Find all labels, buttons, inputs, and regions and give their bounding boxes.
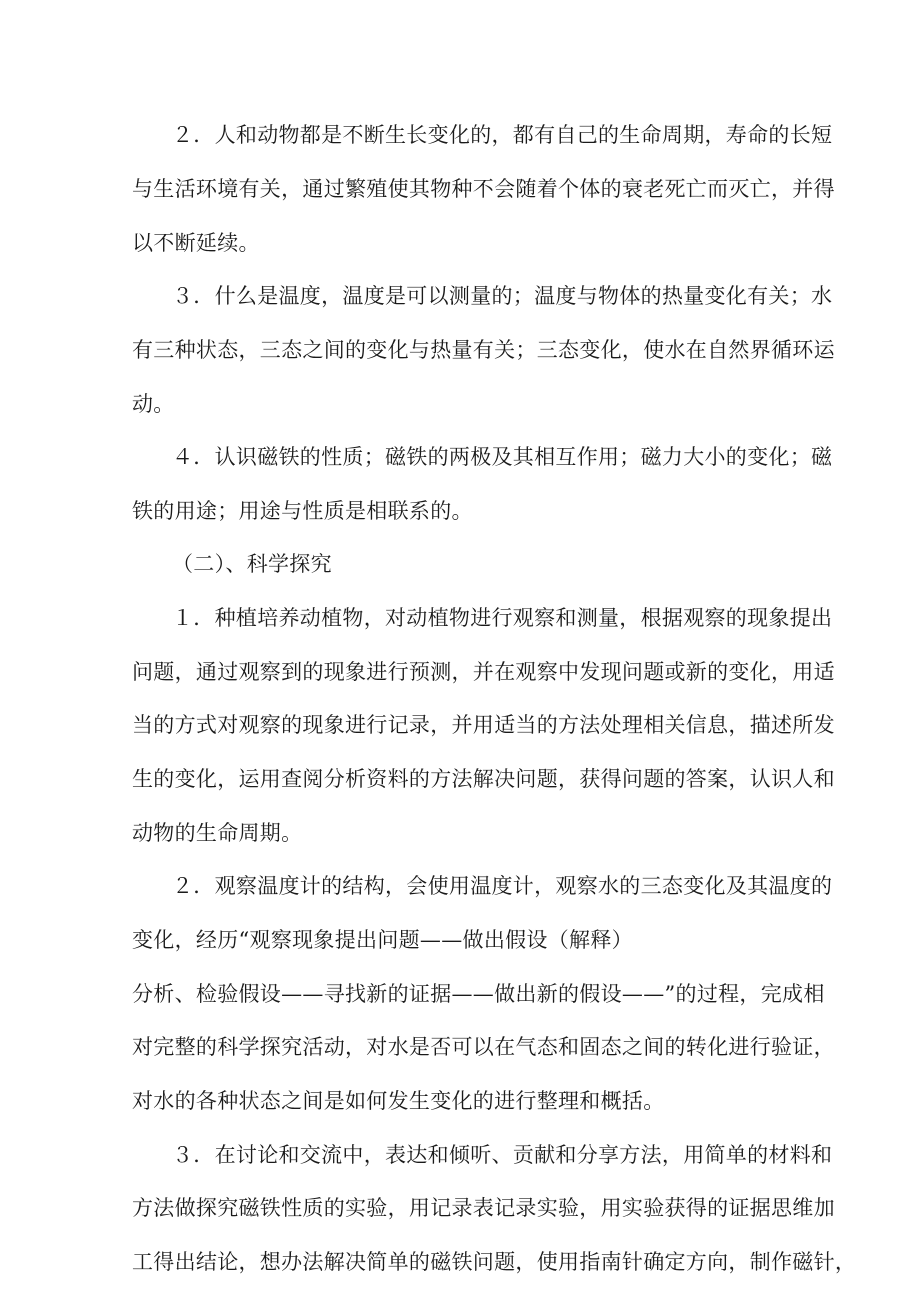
text-line: ２．观察温度计的结构，会使用温度计，观察水的三态变化及其温度的 (172, 874, 833, 898)
text-line: ２．人和动物都是不断生长变化的，都有自己的生命周期，寿命的长短 (172, 123, 833, 147)
text-line: 工得出结论，想办法解决简单的磁铁问题，使用指南针确定方向，制作磁针， (132, 1250, 857, 1274)
text-line: 以不断延续。 (132, 231, 260, 255)
text-line: ３．在讨论和交流中，表达和倾听、贡献和分享方法，用简单的材料和 (172, 1143, 833, 1167)
text-line: 与生活环境有关，通过繁殖使其物种不会随着个体的衰老死亡而灭亡，并得 (132, 177, 835, 201)
text-line: ３．什么是温度，温度是可以测量的；温度与物体的热量变化有关；水 (172, 284, 833, 308)
text-line: 分析、检验假设——寻找新的证据——做出新的假设——”的过程，完成相 (132, 982, 825, 1006)
text-line: ４．认识磁铁的性质；磁铁的两极及其相互作用；磁力大小的变化；磁 (172, 445, 833, 469)
text-line: 生的变化，运用查阅分析资料的方法解决问题，获得问题的答案，认识人和 (132, 767, 835, 791)
text-line: 有三种状态，三态之间的变化与热量有关；三态变化，使水在自然界循环运 (132, 338, 835, 362)
text-line: 问题，通过观察到的现象进行预测，并在观察中发现问题或新的变化，用适 (132, 660, 835, 684)
text-line: 动。 (132, 392, 175, 416)
text-line: 对完整的科学探究活动，对水是否可以在气态和固态之间的转化进行验证， (132, 1035, 835, 1059)
text-line: 当的方式对观察的现象进行记录，并用适当的方法处理相关信息，描述所发 (132, 713, 835, 737)
text-line: １．种植培养动植物，对动植物进行观察和测量，根据观察的现象提出 (172, 606, 833, 630)
text-line: 变化，经历“观察现象提出问题——做出假设（解释） (132, 928, 633, 952)
text-line: 铁的用途；用途与性质是相联系的。 (132, 499, 473, 523)
text-line: 对水的各种状态之间是如何发生变化的进行整理和概括。 (132, 1089, 665, 1113)
text-line: 动物的生命周期。 (132, 821, 303, 845)
text-line: 方法做探究磁铁性质的实验，用记录表记录实验，用实验获得的证据思维加 (132, 1196, 835, 1220)
section-heading: （二）、科学探究 (172, 552, 332, 576)
